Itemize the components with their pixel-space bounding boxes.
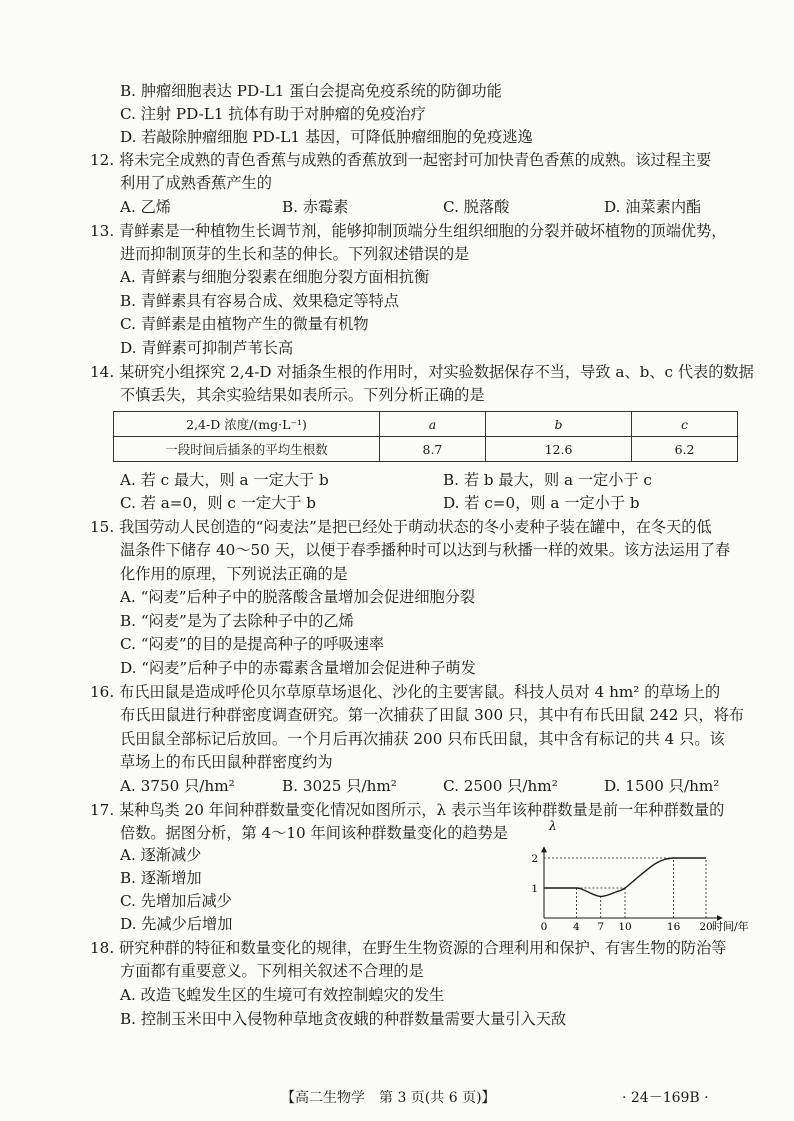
q15-option-a: A. “闷麦”后种子中的脱落酸含量增加会促进细胞分裂 xyxy=(120,588,476,606)
q17-stem-line2: 倍数。据图分析，第 4～10 年间该种群数量变化的趋势是 xyxy=(120,824,508,842)
q17-option-c: C. 先增加后减少 xyxy=(120,892,232,910)
q13-option-b: B. 青鲜素具有容易合成、效果稳定等特点 xyxy=(120,292,400,310)
q12-stem-line1: 12. 将未完全成熟的青色香蕉与成熟的香蕉放到一起密封可加快青色香蕉的成熟。该过程主要 xyxy=(90,151,712,169)
x-tick-label: 20 xyxy=(699,921,713,933)
q15-option-c: C. “闷麦”的目的是提高种子的呼吸速率 xyxy=(120,635,385,653)
q15-stem-line3: 化作用的原理，下列说法正确的是 xyxy=(120,565,348,583)
page-footer-center: 【高二生物学 第 3 页(共 6 页)】 xyxy=(281,1090,496,1106)
table-row xyxy=(114,437,738,462)
q16-option-d: D. 1500 只/hm² xyxy=(604,777,720,795)
q16-stem-line4: 草场上的布氏田鼠种群密度约为 xyxy=(120,753,333,771)
q12-stem-line2: 利用了成熟香蕉产生的 xyxy=(120,174,272,192)
q13-option-d: D. 青鲜素可抑制芦苇长高 xyxy=(120,339,294,357)
table-cell: 12.6 xyxy=(485,437,631,462)
q16-option-a: A. 3750 只/hm² xyxy=(120,777,235,795)
lambda-line-chart xyxy=(520,818,750,936)
table-header-concentration: 2,4-D 浓度/(mg·L⁻¹) xyxy=(114,412,380,437)
q15-option-b: B. “闷麦”是为了去除种子中的乙烯 xyxy=(120,612,354,630)
q18-stem-line1: 18. 研究种群的特征和数量变化的规律，在野生生物资源的合理利用和保护、有害生物的防治等 xyxy=(90,939,727,957)
page-footer-code: · 24－169B · xyxy=(622,1090,709,1106)
q14-stem-line1: 14. 某研究小组探究 2,4-D 对插条生根的作用时，对实验数据保存不当，导致 a、b、c 代表的数据 xyxy=(90,363,754,381)
q16-stem-line2: 布氏田鼠进行种群密度调查研究。第一次捕获了田鼠 300 只，其中有布氏田鼠 242 只，将布 xyxy=(120,706,745,724)
x-tick-label: 0 xyxy=(540,921,548,933)
q14-option-c: C. 若 a=0，则 c 一定大于 b xyxy=(120,494,317,512)
q16-option-b: B. 3025 只/hm² xyxy=(282,777,397,795)
table-header-root-count: 一段时间后插条的平均生根数 xyxy=(114,437,380,462)
q18-option-a: A. 改造飞蝗发生区的生境可有效控制蝗灾的发生 xyxy=(120,986,445,1004)
q12-option-d: D. 油菜素内酯 xyxy=(604,198,702,216)
q17-option-b: B. 逐渐增加 xyxy=(120,869,202,887)
q12-option-c: C. 脱落酸 xyxy=(443,198,510,216)
q15-option-d: D. “闷麦”后种子中的赤霉素含量增加会促进种子萌发 xyxy=(120,659,476,677)
q15-stem-line1: 15. 我国劳动人民创造的“闷麦法”是把已经处于萌动状态的冬小麦种子装在罐中，在冬天的低 xyxy=(90,518,712,536)
q14-data-table xyxy=(113,411,738,462)
q17-option-d: D. 先减少后增加 xyxy=(120,915,233,933)
q16-stem-line3: 氏田鼠全部标记后放回。一个月后再次捕获 200 只布氏田鼠，其中含有标记的共 4 只。该 xyxy=(120,730,725,748)
q17-stem-line1: 17. 某种鸟类 20 年间种群数量变化情况如图所示，λ 表示当年该种群数量是前一年种群数量的 xyxy=(90,801,725,819)
q14-option-b: B. 若 b 最大，则 a 一定小于 c xyxy=(443,471,652,489)
q13-option-c: C. 青鲜素是由植物产生的微量有机物 xyxy=(120,315,369,333)
table-cell: c xyxy=(632,412,738,437)
q14-option-d: D. 若 c=0，则 a 一定小于 b xyxy=(443,494,640,512)
q13-option-a: A. 青鲜素与细胞分裂素在细胞分裂方面相抗衡 xyxy=(120,268,430,286)
x-tick-label: 10 xyxy=(618,921,632,933)
y-tick-label: 2 xyxy=(531,853,538,865)
q11-option-b: B. 肿瘤细胞表达 PD-L1 蛋白会提高免疫系统的防御功能 xyxy=(120,82,502,100)
x-tick-label: 16 xyxy=(666,921,681,933)
x-tick-label: 4 xyxy=(573,921,580,933)
q18-stem-line2: 方面都有重要意义。下列相关叙述不合理的是 xyxy=(120,962,424,980)
q17-option-a: A. 逐渐减少 xyxy=(120,846,202,864)
x-tick-label: 7 xyxy=(597,921,605,933)
q18-option-b: B. 控制玉米田中入侵物种草地贪夜蛾的种群数量需要大量引入天敌 xyxy=(120,1010,567,1028)
q11-option-c: C. 注射 PD-L1 抗体有助于对肿瘤的免疫治疗 xyxy=(120,105,426,123)
q14-option-a: A. 若 c 最大，则 a 一定大于 b xyxy=(120,471,329,489)
table-cell: b xyxy=(485,412,631,437)
table-cell: 8.7 xyxy=(380,437,486,462)
q12-option-b: B. 赤霉素 xyxy=(282,198,349,216)
q12-option-a: A. 乙烯 xyxy=(120,198,171,216)
q16-stem-line1: 16. 布氏田鼠是造成呼伦贝尔草原草场退化、沙化的主要害鼠。科技人员对 4 hm² 的草场上的 xyxy=(90,683,721,701)
series-line xyxy=(544,858,706,896)
q15-stem-line2: 温条件下储存 40～50 天，以便于春季播种时可以达到与秋播一样的效果。该方法运用了春 xyxy=(120,541,731,559)
y-axis-label: λ xyxy=(549,819,557,833)
q13-stem-line2: 进而抑制顶芽的生长和茎的伸长。下列叙述错误的是 xyxy=(120,245,470,263)
q11-option-d: D. 若敲除肿瘤细胞 PD-L1 基因，可降低肿瘤细胞的免疫逃逸 xyxy=(120,128,533,146)
x-axis-label: 时间/年 xyxy=(712,920,749,933)
q14-stem-line2: 不慎丢失，其余实验结果如表所示。下列分析正确的是 xyxy=(120,386,485,404)
table-cell: 6.2 xyxy=(632,437,738,462)
q13-stem-line1: 13. 青鲜素是一种植物生长调节剂，能够抑制顶端分生组织细胞的分裂并破坏植物的顶端优势， xyxy=(90,222,727,240)
table-cell: a xyxy=(380,412,486,437)
y-tick-label: 1 xyxy=(531,883,538,895)
q16-option-c: C. 2500 只/hm² xyxy=(443,777,558,795)
table-row xyxy=(114,412,738,437)
